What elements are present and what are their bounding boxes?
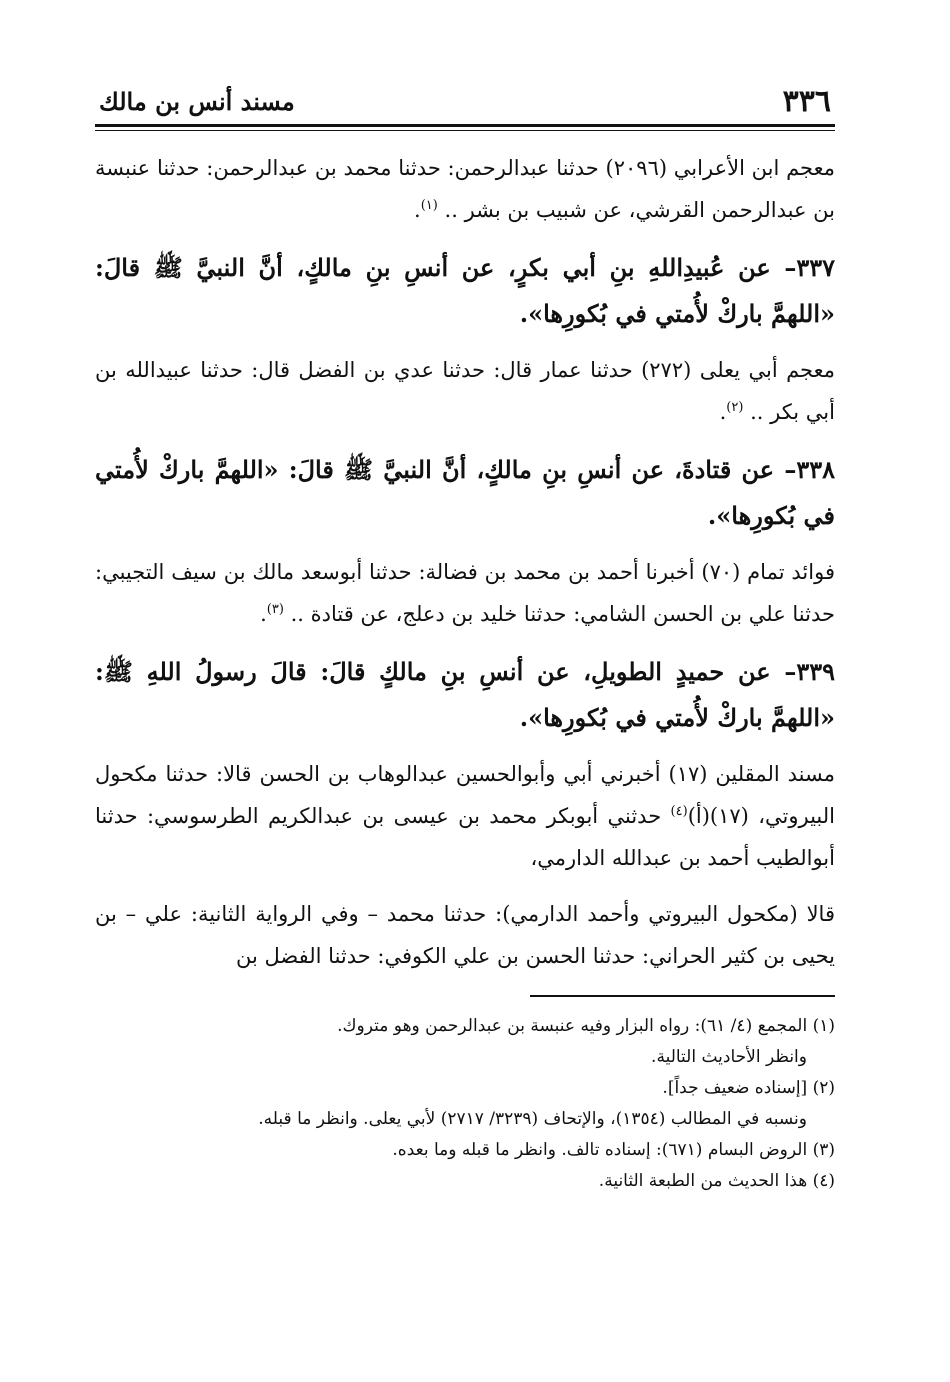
footnote-continuation: وانظر الأحاديث التالية. [651,1047,807,1067]
source-paragraph [95,753,835,879]
header-rule-thick [95,124,835,127]
footnote: (٢) [إسناده ضعيف جداً]. [662,1078,835,1098]
footnote-ref[interactable]: (٢) [726,400,744,415]
footnote-ref[interactable]: (٣) [266,602,284,617]
source-text: حدثني أبوبكر محمد بن عيسى بن عبدالكريم الطرسوسي: حدثنا أبوالطيب أحمد بن عبدالله الدارمي، [95,804,835,870]
footnote: (٣) الروض البسام (٦٧١): إسناده تالف. وانظر ما قبله وما بعده. [392,1140,835,1160]
source-paragraph: فوائد تمام (٧٠) أخبرنا أحمد بن محمد بن فضالة: حدثنا أبوسعد مالك بن سيف التجيبي: حدثنا علي بن الحسن الشامي: حدثنا خليد بن دعلج، عن قتادة .. $^{(٣)}$. [95,560,835,626]
source-paragraph: معجم ابن الأعرابي (٢٠٩٦) حدثنا عبدالرحمن: حدثنا محمد بن عبدالرحمن: حدثنا عنبسة بن عبدالرحمن القرشي، عن شبيب بن بشر .. $^{(١)}$. [95,156,835,222]
book-page [95,80,835,1197]
footnote-ref[interactable]: (٤) [670,804,688,819]
hadith-paragraph: ٣٣٨– عن قتادةَ، عن أنسِ بنِ مالكٍ، أنَّ النبيَّ ﷺ قالَ: «اللهمَّ باركْ لأُمتي في بُكورِها». [95,455,835,530]
source-paragraph: قالا (مكحول البيروتي وأحمد الدارمي): حدثنا محمد – وفي الرواية الثانية: علي – بن يحيى بن كثير الحراني: حدثنا الحسن بن علي الكوفي: حدثنا الفضل بن [95,902,835,968]
source-paragraph: معجم أبي يعلى (٢٧٢) حدثنا عمار قال: حدثنا عدي بن الفضل قال: حدثنا عبيدالله بن أبي بكر .. $^{(٢)}$. [95,358,835,424]
footnote: (١) المجمع (٤/ ٦١): رواه البزار وفيه عنبسة بن عبدالرحمن وهو متروك. [337,1016,835,1036]
source-text: مسند المقلين (١٧) أخبرني أبي وأبوالحسين عبدالوهاب بن الحسن قالا: حدثنا مكحول البيروتي، (١٧)(أ) [95,762,835,828]
running-title: مسند أنس بن مالك [99,87,295,116]
footnotes [95,1011,835,1197]
body-text [95,147,835,977]
page-number: ٣٣٦ [782,84,831,119]
page-header [95,80,835,120]
header-rule-thin [95,130,835,131]
footnote-continuation: ونسبه في المطالب (١٣٥٤)، والإتحاف (٣٢٣٩/ ٢٧١٧) لأبي يعلى. وانظر ما قبله. [258,1109,807,1129]
source-text: فوائد تمام (٧٠) أخبرنا أحمد بن محمد بن فضالة: حدثنا أبوسعد مالك بن سيف التجيبي: حدثنا علي بن الحسن الشامي: حدثنا خليد بن دعلج، عن قتادة .. [95,560,835,626]
footnote-ref[interactable]: (١) [420,198,438,213]
source-text: معجم أبي يعلى (٢٧٢) حدثنا عمار قال: حدثنا عدي بن الفضل قال: حدثنا عبيدالله بن أبي بكر .. [95,358,835,424]
hadith-paragraph: ٣٣٧– عن عُبيدِاللهِ بنِ أبي بكرٍ، عن أنسِ بنِ مالكٍ، أنَّ النبيَّ ﷺ قالَ: «اللهمَّ باركْ لأُمتي في بُكورِها». [95,253,835,328]
footnote-separator [530,995,835,997]
footnote: (٤) هذا الحديث من الطبعة الثانية. [598,1171,835,1191]
hadith-paragraph: ٣٣٩– عن حميدٍ الطويلِ، عن أنسِ بنِ مالكٍ قالَ: قالَ رسولُ اللهِ ﷺ: «اللهمَّ باركْ لأُمتي في بُكورِها». [95,657,835,732]
source-text: معجم ابن الأعرابي (٢٠٩٦) حدثنا عبدالرحمن: حدثنا محمد بن عبدالرحمن: حدثنا عنبسة بن عبدالرحمن القرشي، عن شبيب بن بشر .. [95,156,835,222]
